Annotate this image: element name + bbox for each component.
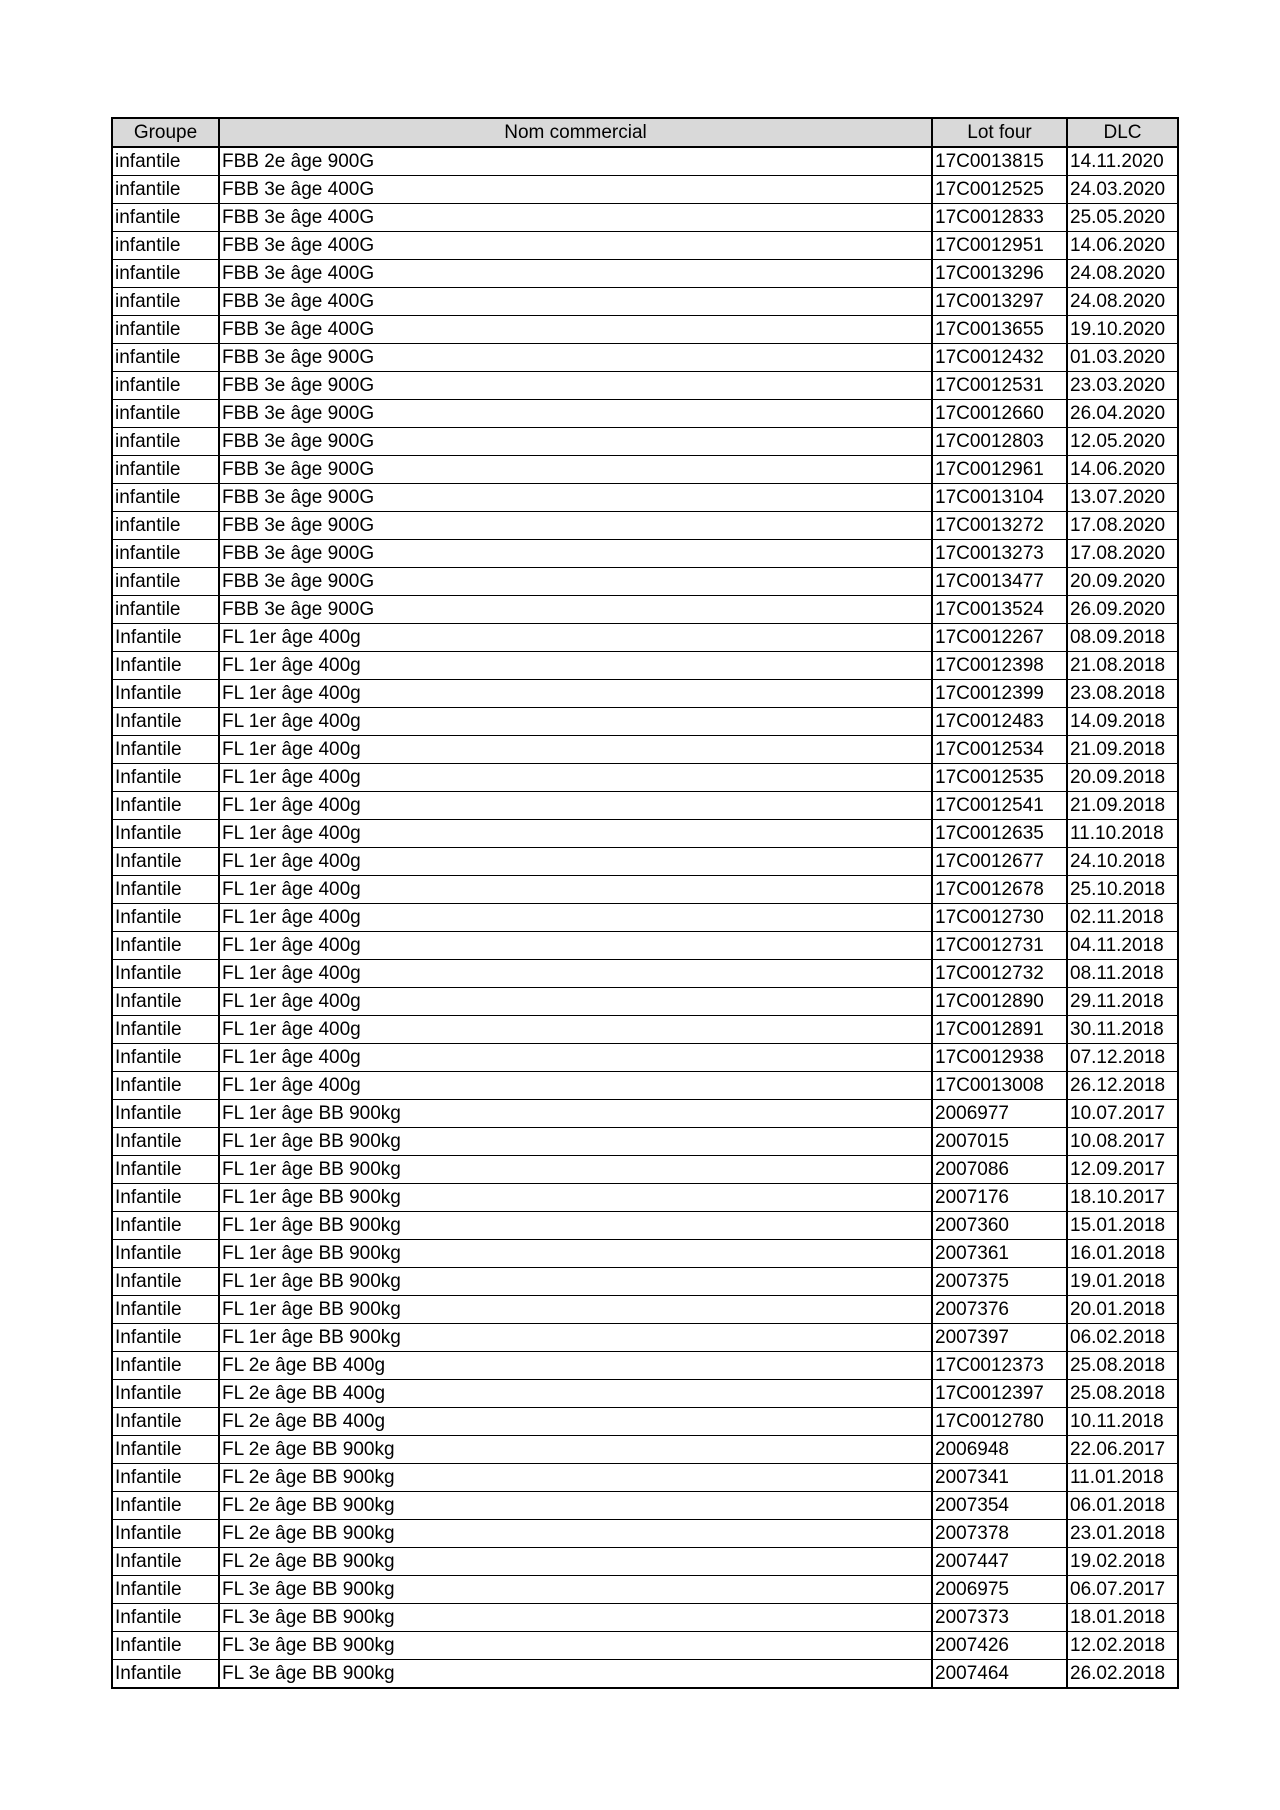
cell-groupe: Infantile (112, 1492, 219, 1520)
cell-nom-commercial: FL 1er âge 400g (219, 820, 932, 848)
table-row (112, 1464, 1178, 1492)
cell-nom-commercial: FL 1er âge 400g (219, 848, 932, 876)
cell-groupe: Infantile (112, 876, 219, 904)
cell-lot-four: 2007447 (932, 1548, 1067, 1576)
header-row (112, 118, 1178, 147)
cell-lot-four: 17C0013008 (932, 1072, 1067, 1100)
cell-lot-four: 17C0012678 (932, 876, 1067, 904)
cell-nom-commercial: FBB 3e âge 400G (219, 316, 932, 344)
table-row (112, 232, 1178, 260)
lot-table (111, 117, 1179, 1689)
cell-dlc: 01.03.2020 (1067, 344, 1178, 372)
cell-groupe: Infantile (112, 1156, 219, 1184)
cell-groupe: Infantile (112, 1380, 219, 1408)
cell-groupe: Infantile (112, 1268, 219, 1296)
cell-lot-four: 17C0013297 (932, 288, 1067, 316)
cell-dlc: 21.09.2018 (1067, 736, 1178, 764)
table-row (112, 204, 1178, 232)
cell-lot-four: 17C0012535 (932, 764, 1067, 792)
table-row (112, 1016, 1178, 1044)
cell-nom-commercial: FBB 3e âge 900G (219, 484, 932, 512)
cell-lot-four: 2007375 (932, 1268, 1067, 1296)
cell-dlc: 20.09.2020 (1067, 568, 1178, 596)
cell-dlc: 22.06.2017 (1067, 1436, 1178, 1464)
cell-dlc: 17.08.2020 (1067, 540, 1178, 568)
cell-groupe: Infantile (112, 1408, 219, 1436)
table-row (112, 428, 1178, 456)
cell-nom-commercial: FL 1er âge BB 900kg (219, 1128, 932, 1156)
table-row (112, 512, 1178, 540)
cell-nom-commercial: FL 1er âge 400g (219, 1044, 932, 1072)
cell-lot-four: 17C0012730 (932, 904, 1067, 932)
table-row (112, 624, 1178, 652)
cell-groupe: Infantile (112, 764, 219, 792)
cell-lot-four: 17C0012635 (932, 820, 1067, 848)
cell-nom-commercial: FL 1er âge 400g (219, 708, 932, 736)
cell-groupe: Infantile (112, 1296, 219, 1324)
cell-lot-four: 17C0012780 (932, 1408, 1067, 1436)
cell-groupe: Infantile (112, 932, 219, 960)
cell-groupe: Infantile (112, 820, 219, 848)
cell-dlc: 23.01.2018 (1067, 1520, 1178, 1548)
cell-dlc: 20.09.2018 (1067, 764, 1178, 792)
cell-nom-commercial: FL 1er âge 400g (219, 624, 932, 652)
cell-nom-commercial: FL 1er âge 400g (219, 876, 932, 904)
cell-groupe: Infantile (112, 1576, 219, 1604)
cell-dlc: 14.11.2020 (1067, 147, 1178, 176)
cell-nom-commercial: FL 1er âge 400g (219, 1016, 932, 1044)
cell-dlc: 08.09.2018 (1067, 624, 1178, 652)
cell-lot-four: 2007341 (932, 1464, 1067, 1492)
cell-dlc: 19.01.2018 (1067, 1268, 1178, 1296)
table-row (112, 1296, 1178, 1324)
cell-dlc: 10.11.2018 (1067, 1408, 1178, 1436)
cell-lot-four: 2007378 (932, 1520, 1067, 1548)
cell-lot-four: 17C0012891 (932, 1016, 1067, 1044)
cell-nom-commercial: FL 1er âge BB 900kg (219, 1296, 932, 1324)
cell-dlc: 23.08.2018 (1067, 680, 1178, 708)
cell-groupe: Infantile (112, 1128, 219, 1156)
cell-nom-commercial: FL 1er âge 400g (219, 736, 932, 764)
cell-lot-four: 2006975 (932, 1576, 1067, 1604)
table-row (112, 260, 1178, 288)
table-row (112, 1352, 1178, 1380)
cell-nom-commercial: FL 1er âge 400g (219, 960, 932, 988)
cell-groupe: Infantile (112, 904, 219, 932)
cell-dlc: 21.09.2018 (1067, 792, 1178, 820)
table-row (112, 652, 1178, 680)
cell-groupe: Infantile (112, 1212, 219, 1240)
cell-nom-commercial: FL 2e âge BB 900kg (219, 1492, 932, 1520)
table-row (112, 1632, 1178, 1660)
cell-nom-commercial: FL 1er âge BB 900kg (219, 1324, 932, 1352)
table-row (112, 932, 1178, 960)
cell-dlc: 17.08.2020 (1067, 512, 1178, 540)
header-nom-commercial: Nom commercial (219, 118, 932, 147)
header-dlc: DLC (1067, 118, 1178, 147)
cell-dlc: 08.11.2018 (1067, 960, 1178, 988)
cell-dlc: 29.11.2018 (1067, 988, 1178, 1016)
cell-dlc: 13.07.2020 (1067, 484, 1178, 512)
cell-nom-commercial: FBB 3e âge 900G (219, 372, 932, 400)
cell-lot-four: 17C0012541 (932, 792, 1067, 820)
cell-nom-commercial: FL 1er âge BB 900kg (219, 1268, 932, 1296)
cell-dlc: 25.08.2018 (1067, 1352, 1178, 1380)
cell-groupe: Infantile (112, 848, 219, 876)
cell-nom-commercial: FL 1er âge BB 900kg (219, 1100, 932, 1128)
header-groupe: Groupe (112, 118, 219, 147)
cell-groupe: infantile (112, 512, 219, 540)
cell-nom-commercial: FBB 3e âge 900G (219, 456, 932, 484)
cell-lot-four: 17C0012677 (932, 848, 1067, 876)
cell-groupe: infantile (112, 147, 219, 176)
cell-nom-commercial: FL 1er âge 400g (219, 988, 932, 1016)
cell-lot-four: 2006977 (932, 1100, 1067, 1128)
cell-lot-four: 17C0012660 (932, 400, 1067, 428)
cell-dlc: 14.09.2018 (1067, 708, 1178, 736)
cell-groupe: infantile (112, 596, 219, 624)
cell-nom-commercial: FBB 3e âge 900G (219, 568, 932, 596)
table-row (112, 176, 1178, 204)
cell-dlc: 06.07.2017 (1067, 1576, 1178, 1604)
cell-dlc: 26.09.2020 (1067, 596, 1178, 624)
table-row (112, 568, 1178, 596)
table-row (112, 400, 1178, 428)
table-row (112, 848, 1178, 876)
table-row (112, 596, 1178, 624)
table-row (112, 1604, 1178, 1632)
cell-nom-commercial: FL 2e âge BB 400g (219, 1380, 932, 1408)
cell-dlc: 12.02.2018 (1067, 1632, 1178, 1660)
cell-groupe: Infantile (112, 1604, 219, 1632)
cell-nom-commercial: FBB 3e âge 900G (219, 344, 932, 372)
table-header (112, 118, 1178, 147)
cell-nom-commercial: FL 1er âge 400g (219, 1072, 932, 1100)
cell-lot-four: 17C0013273 (932, 540, 1067, 568)
cell-lot-four: 2007015 (932, 1128, 1067, 1156)
cell-groupe: Infantile (112, 1100, 219, 1128)
cell-groupe: Infantile (112, 736, 219, 764)
cell-groupe: Infantile (112, 1072, 219, 1100)
table-row (112, 876, 1178, 904)
table-row (112, 1212, 1178, 1240)
lot-table-sheet (111, 117, 1177, 1689)
table-row (112, 344, 1178, 372)
cell-lot-four: 2007426 (932, 1632, 1067, 1660)
table-row (112, 736, 1178, 764)
cell-groupe: Infantile (112, 960, 219, 988)
cell-groupe: infantile (112, 372, 219, 400)
cell-groupe: infantile (112, 400, 219, 428)
table-row (112, 1660, 1178, 1689)
cell-nom-commercial: FL 1er âge 400g (219, 680, 932, 708)
table-row (112, 1156, 1178, 1184)
cell-dlc: 02.11.2018 (1067, 904, 1178, 932)
table-row (112, 792, 1178, 820)
cell-groupe: Infantile (112, 652, 219, 680)
cell-dlc: 18.10.2017 (1067, 1184, 1178, 1212)
cell-dlc: 10.07.2017 (1067, 1100, 1178, 1128)
cell-groupe: infantile (112, 316, 219, 344)
table-row (112, 904, 1178, 932)
cell-dlc: 16.01.2018 (1067, 1240, 1178, 1268)
cell-dlc: 12.09.2017 (1067, 1156, 1178, 1184)
cell-dlc: 14.06.2020 (1067, 232, 1178, 260)
table-row (112, 372, 1178, 400)
cell-lot-four: 2007086 (932, 1156, 1067, 1184)
cell-dlc: 26.12.2018 (1067, 1072, 1178, 1100)
cell-nom-commercial: FL 1er âge 400g (219, 792, 932, 820)
cell-groupe: infantile (112, 428, 219, 456)
table-row (112, 1408, 1178, 1436)
table-row (112, 1128, 1178, 1156)
cell-lot-four: 17C0012373 (932, 1352, 1067, 1380)
cell-groupe: Infantile (112, 1240, 219, 1268)
cell-dlc: 06.02.2018 (1067, 1324, 1178, 1352)
cell-lot-four: 17C0013477 (932, 568, 1067, 596)
table-row (112, 456, 1178, 484)
cell-dlc: 11.01.2018 (1067, 1464, 1178, 1492)
cell-groupe: Infantile (112, 1632, 219, 1660)
cell-dlc: 07.12.2018 (1067, 1044, 1178, 1072)
cell-lot-four: 17C0012534 (932, 736, 1067, 764)
cell-lot-four: 17C0012961 (932, 456, 1067, 484)
cell-dlc: 06.01.2018 (1067, 1492, 1178, 1520)
cell-groupe: Infantile (112, 1352, 219, 1380)
cell-dlc: 12.05.2020 (1067, 428, 1178, 456)
cell-groupe: infantile (112, 232, 219, 260)
cell-lot-four: 17C0013524 (932, 596, 1067, 624)
cell-nom-commercial: FBB 3e âge 900G (219, 540, 932, 568)
cell-nom-commercial: FL 1er âge 400g (219, 904, 932, 932)
cell-nom-commercial: FBB 3e âge 400G (219, 204, 932, 232)
cell-dlc: 04.11.2018 (1067, 932, 1178, 960)
cell-groupe: Infantile (112, 1324, 219, 1352)
cell-groupe: infantile (112, 288, 219, 316)
cell-nom-commercial: FBB 3e âge 400G (219, 260, 932, 288)
cell-groupe: infantile (112, 456, 219, 484)
cell-nom-commercial: FBB 3e âge 900G (219, 428, 932, 456)
cell-lot-four: 2007361 (932, 1240, 1067, 1268)
cell-lot-four: 17C0013815 (932, 147, 1067, 176)
cell-lot-four: 17C0012938 (932, 1044, 1067, 1072)
cell-lot-four: 2007397 (932, 1324, 1067, 1352)
cell-dlc: 19.10.2020 (1067, 316, 1178, 344)
cell-groupe: infantile (112, 344, 219, 372)
cell-nom-commercial: FL 2e âge BB 900kg (219, 1548, 932, 1576)
table-row (112, 1240, 1178, 1268)
table-row (112, 708, 1178, 736)
cell-groupe: infantile (112, 176, 219, 204)
cell-groupe: Infantile (112, 624, 219, 652)
cell-nom-commercial: FL 1er âge 400g (219, 764, 932, 792)
table-row (112, 1044, 1178, 1072)
cell-groupe: Infantile (112, 708, 219, 736)
table-row (112, 1380, 1178, 1408)
cell-groupe: Infantile (112, 1660, 219, 1689)
cell-dlc: 18.01.2018 (1067, 1604, 1178, 1632)
cell-nom-commercial: FL 2e âge BB 400g (219, 1408, 932, 1436)
cell-dlc: 19.02.2018 (1067, 1548, 1178, 1576)
cell-nom-commercial: FL 2e âge BB 900kg (219, 1464, 932, 1492)
cell-nom-commercial: FL 1er âge BB 900kg (219, 1184, 932, 1212)
cell-nom-commercial: FBB 3e âge 900G (219, 512, 932, 540)
cell-groupe: Infantile (112, 1436, 219, 1464)
cell-lot-four: 17C0012399 (932, 680, 1067, 708)
cell-lot-four: 17C0012951 (932, 232, 1067, 260)
cell-nom-commercial: FBB 3e âge 900G (219, 596, 932, 624)
cell-nom-commercial: FL 3e âge BB 900kg (219, 1660, 932, 1689)
cell-groupe: Infantile (112, 680, 219, 708)
cell-lot-four: 2007464 (932, 1660, 1067, 1689)
cell-nom-commercial: FL 1er âge BB 900kg (219, 1240, 932, 1268)
cell-dlc: 30.11.2018 (1067, 1016, 1178, 1044)
cell-lot-four: 2007360 (932, 1212, 1067, 1240)
cell-groupe: Infantile (112, 1464, 219, 1492)
cell-groupe: Infantile (112, 792, 219, 820)
cell-nom-commercial: FL 1er âge BB 900kg (219, 1156, 932, 1184)
table-row (112, 540, 1178, 568)
cell-groupe: Infantile (112, 1044, 219, 1072)
cell-groupe: Infantile (112, 1520, 219, 1548)
cell-nom-commercial: FL 3e âge BB 900kg (219, 1604, 932, 1632)
cell-dlc: 21.08.2018 (1067, 652, 1178, 680)
cell-lot-four: 2007376 (932, 1296, 1067, 1324)
cell-lot-four: 17C0012398 (932, 652, 1067, 680)
cell-groupe: infantile (112, 484, 219, 512)
cell-groupe: infantile (112, 204, 219, 232)
cell-lot-four: 17C0012483 (932, 708, 1067, 736)
cell-nom-commercial: FL 2e âge BB 900kg (219, 1520, 932, 1548)
cell-lot-four: 17C0012890 (932, 988, 1067, 1016)
table-row (112, 1436, 1178, 1464)
cell-lot-four: 2006948 (932, 1436, 1067, 1464)
cell-dlc: 10.08.2017 (1067, 1128, 1178, 1156)
cell-dlc: 25.10.2018 (1067, 876, 1178, 904)
cell-lot-four: 17C0012732 (932, 960, 1067, 988)
cell-dlc: 24.10.2018 (1067, 848, 1178, 876)
table-body (112, 147, 1178, 1688)
cell-groupe: infantile (112, 568, 219, 596)
cell-dlc: 25.05.2020 (1067, 204, 1178, 232)
cell-groupe: Infantile (112, 988, 219, 1016)
cell-groupe: Infantile (112, 1184, 219, 1212)
cell-nom-commercial: FL 3e âge BB 900kg (219, 1576, 932, 1604)
cell-dlc: 24.03.2020 (1067, 176, 1178, 204)
cell-lot-four: 17C0012731 (932, 932, 1067, 960)
cell-lot-four: 17C0012803 (932, 428, 1067, 456)
cell-dlc: 25.08.2018 (1067, 1380, 1178, 1408)
table-row (112, 1324, 1178, 1352)
cell-lot-four: 17C0013655 (932, 316, 1067, 344)
cell-dlc: 20.01.2018 (1067, 1296, 1178, 1324)
table-row (112, 1184, 1178, 1212)
cell-lot-four: 17C0012531 (932, 372, 1067, 400)
cell-groupe: Infantile (112, 1548, 219, 1576)
cell-groupe: Infantile (112, 1016, 219, 1044)
cell-dlc: 15.01.2018 (1067, 1212, 1178, 1240)
table-row (112, 988, 1178, 1016)
cell-dlc: 23.03.2020 (1067, 372, 1178, 400)
table-row (112, 316, 1178, 344)
cell-lot-four: 17C0012525 (932, 176, 1067, 204)
cell-groupe: infantile (112, 540, 219, 568)
table-row (112, 680, 1178, 708)
cell-groupe: infantile (112, 260, 219, 288)
cell-lot-four: 17C0013104 (932, 484, 1067, 512)
table-row (112, 1100, 1178, 1128)
cell-dlc: 26.04.2020 (1067, 400, 1178, 428)
cell-lot-four: 17C0012432 (932, 344, 1067, 372)
cell-nom-commercial: FL 2e âge BB 900kg (219, 1436, 932, 1464)
cell-lot-four: 17C0012267 (932, 624, 1067, 652)
table-row (112, 960, 1178, 988)
table-row (112, 1072, 1178, 1100)
cell-lot-four: 17C0013272 (932, 512, 1067, 540)
table-row (112, 1268, 1178, 1296)
cell-nom-commercial: FL 3e âge BB 900kg (219, 1632, 932, 1660)
cell-lot-four: 17C0012397 (932, 1380, 1067, 1408)
table-row (112, 288, 1178, 316)
cell-lot-four: 2007373 (932, 1604, 1067, 1632)
cell-nom-commercial: FBB 3e âge 400G (219, 288, 932, 316)
cell-dlc: 24.08.2020 (1067, 288, 1178, 316)
cell-lot-four: 17C0013296 (932, 260, 1067, 288)
cell-nom-commercial: FL 1er âge 400g (219, 932, 932, 960)
cell-nom-commercial: FL 1er âge BB 900kg (219, 1212, 932, 1240)
table-row (112, 147, 1178, 176)
cell-dlc: 11.10.2018 (1067, 820, 1178, 848)
cell-nom-commercial: FBB 2e âge 900G (219, 147, 932, 176)
cell-dlc: 24.08.2020 (1067, 260, 1178, 288)
cell-nom-commercial: FBB 3e âge 400G (219, 232, 932, 260)
table-row (112, 1520, 1178, 1548)
cell-dlc: 14.06.2020 (1067, 456, 1178, 484)
cell-nom-commercial: FBB 3e âge 900G (219, 400, 932, 428)
table-row (112, 820, 1178, 848)
table-row (112, 1576, 1178, 1604)
cell-nom-commercial: FBB 3e âge 400G (219, 176, 932, 204)
cell-lot-four: 2007354 (932, 1492, 1067, 1520)
header-lot-four: Lot four (932, 118, 1067, 147)
cell-nom-commercial: FL 2e âge BB 400g (219, 1352, 932, 1380)
table-row (112, 1492, 1178, 1520)
table-row (112, 1548, 1178, 1576)
cell-lot-four: 2007176 (932, 1184, 1067, 1212)
cell-dlc: 26.02.2018 (1067, 1660, 1178, 1689)
table-row (112, 484, 1178, 512)
cell-lot-four: 17C0012833 (932, 204, 1067, 232)
table-row (112, 764, 1178, 792)
cell-nom-commercial: FL 1er âge 400g (219, 652, 932, 680)
